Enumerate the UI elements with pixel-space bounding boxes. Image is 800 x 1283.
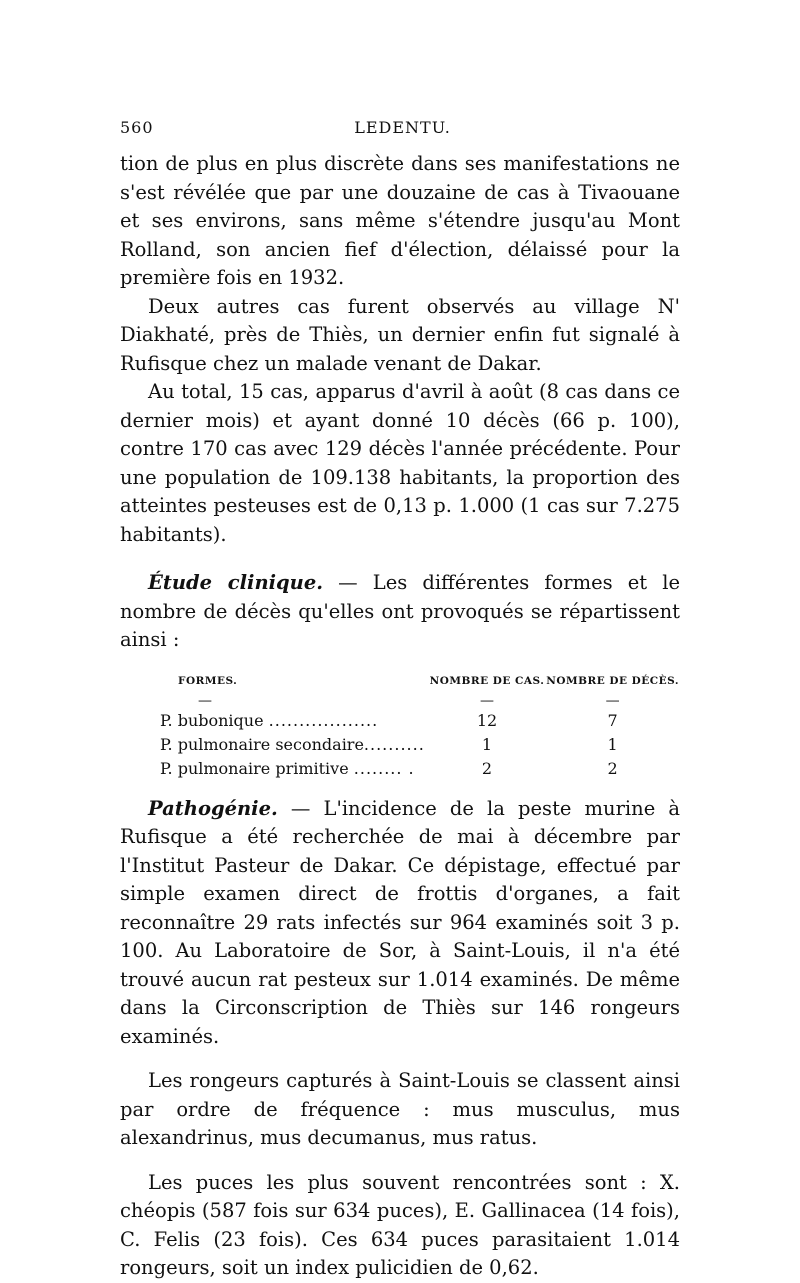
table-dash-row <box>160 693 680 709</box>
leader-dots: .................. <box>268 710 379 730</box>
clinical-study-label: Étude clinique. <box>148 571 324 594</box>
form-name: P. pulmonaire secondaire <box>160 734 364 754</box>
table-header-row <box>160 669 680 693</box>
cases-cell: 2 <box>481 758 493 778</box>
leader-dots: .......... <box>363 734 425 754</box>
paragraph-3: Au total, 15 cas, apparus d'avril à août (8 cas dans ce dernier mois) et ayant donné 10 décès (66 p. 100), contre 170 cas avec 129 décès l'année précédente. Pour une population de 109.138 habitants, la proportion des atteintes pesteuses est de 0,13 p. 1.000 (1 cas sur 7.275 habitants). <box>120 380 680 546</box>
paragraph-rodents: Les rongeurs capturés à Saint-Louis se classent ainsi par ordre de fréquence : mus musculus, mus alexandrinus, mus decumanus, mus ratus. <box>120 1069 680 1149</box>
dash-forms: — <box>198 692 212 709</box>
header-cases: NOMBRE DE CAS. <box>429 674 545 687</box>
paragraph-clinical-study <box>120 569 680 655</box>
form-name: P. pulmonaire primitive <box>160 758 349 778</box>
header-deaths: NOMBRE DE DÉCÈS. <box>546 674 679 687</box>
paragraph-2: Deux autres cas furent observés au village N' Diakhaté, près de Thiès, un dernier enfin fut signalé à Rufisque chez un malade venant de Dakar. <box>120 294 680 375</box>
pathogeny-text: — L'incidence de la peste murine à Rufisque a été recherchée de mai à décembre par l'Institut Pasteur de Dakar. Ce dépistage, effectué par simple examen direct de frottis d'organes, a fait reconnaître 29 rats infectés sur 964 examinés soit 3 p. 100. Au Laboratoire de Sor, à Saint-Louis, il n'a été trouvé aucun rat pesteux sur 1.014 examinés. De même dans la Circonscription de Thiès sur 146 rongeurs examinés. <box>120 796 680 1048</box>
form-name: P. bubonique <box>160 710 264 730</box>
clinical-study-text: — Les différentes formes et le nombre de décès qu'elles ont provoqués se répartissent ainsi : <box>120 571 680 651</box>
form-cell <box>160 757 429 781</box>
paragraph-pathogeny <box>120 795 680 1052</box>
body-text <box>120 150 680 1283</box>
form-cell <box>160 733 429 757</box>
dash-cases: — <box>480 692 494 709</box>
cases-cell: 1 <box>481 734 493 754</box>
deaths-cell: 2 <box>607 758 618 778</box>
table-row <box>160 733 680 757</box>
table-row <box>160 757 680 781</box>
table-row <box>160 709 680 733</box>
deaths-cell: 7 <box>607 710 618 730</box>
dash-deaths: — <box>605 692 620 709</box>
leader-dots: ........ . <box>353 758 415 778</box>
form-cell <box>160 709 429 733</box>
deaths-cell: 1 <box>607 734 618 754</box>
header-forms: FORMES. <box>178 674 238 687</box>
page-number: 560 <box>120 118 154 137</box>
plague-forms-table <box>160 669 680 781</box>
paragraph-1: tion de plus en plus discrète dans ses manifestations ne s'est révélée que par une douzaine de cas à Tivaouane et ses environs, sans même s'étendre jusqu'au Mont Rolland, son ancien fief d'élection, délaissé pour la première fois en 1932. <box>120 152 680 289</box>
cases-cell: 12 <box>476 710 498 730</box>
pathogeny-label: Pathogénie. <box>148 796 278 820</box>
paragraph-fleas: Les puces les plus souvent rencontrées sont : X. chéopis (587 fois sur 634 puces), E. Gallinacea (14 fois), C. Felis (23 fois). Ces 634 puces parasitaient 1.014 rongeurs, soit un index pulicidien de 0,62. <box>120 1170 680 1279</box>
running-head: LEDENTU. <box>354 118 451 137</box>
